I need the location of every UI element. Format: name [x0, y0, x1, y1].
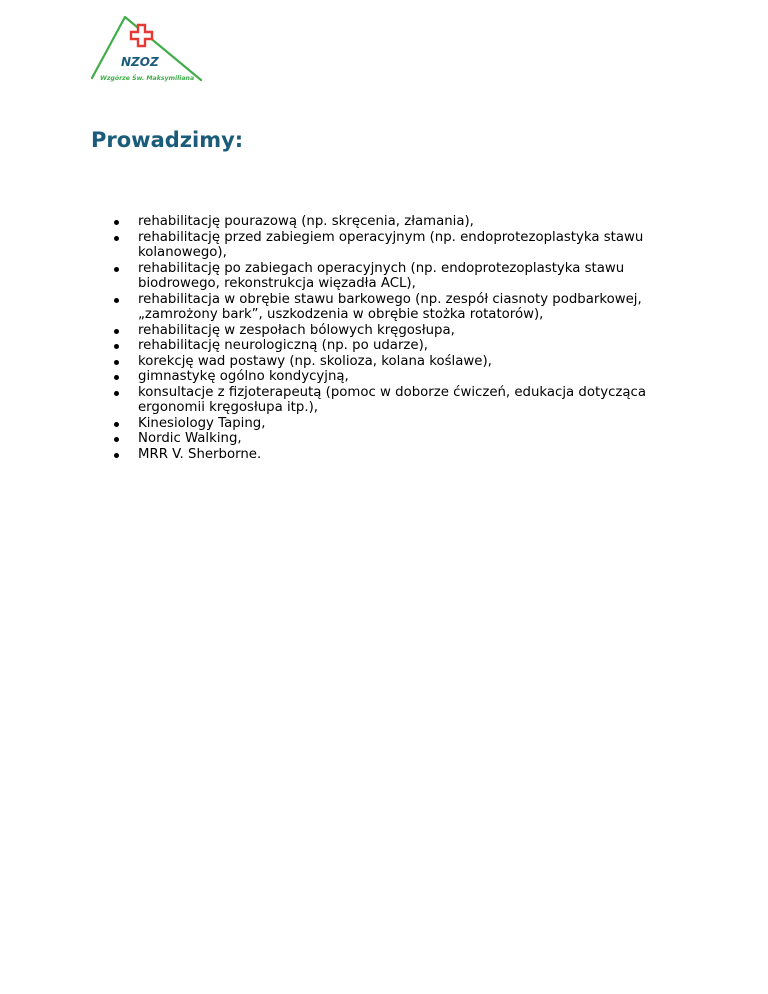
list-item — [112, 354, 672, 370]
bullet-icon — [114, 220, 119, 225]
bullet-icon — [114, 236, 119, 241]
list-item-text: korekcję wad postawy (np. skolioza, kolana koślawe), — [138, 353, 492, 369]
bullet-icon — [114, 375, 119, 380]
list-item-text: rehabilitację pourazową (np. skręcenia, złamania), — [138, 214, 474, 229]
bullet-icon — [114, 391, 119, 396]
list-item — [112, 447, 672, 463]
bullet-icon — [114, 437, 119, 442]
list-item — [112, 431, 672, 447]
list-item — [112, 338, 672, 354]
list-item — [112, 369, 672, 385]
list-item-text: rehabilitacja w obrębie stawu barkowego (np. zespół ciasnoty podbarkowej, „zamrożony bark”, uszkodzenia w obrębie stożka rotatorów), — [138, 291, 642, 322]
services-list — [112, 214, 672, 462]
bullet-icon — [114, 360, 119, 365]
logo — [88, 14, 208, 86]
list-item — [112, 214, 672, 230]
list-item-text: rehabilitację neurologiczną (np. po udarze), — [138, 338, 428, 353]
list-item-text: MRR V. Sherborne. — [138, 446, 262, 462]
list-item — [112, 292, 672, 323]
bullet-icon — [114, 298, 119, 303]
logo-subtitle: Wzgórze Św. Maksymiliana — [100, 75, 195, 82]
list-item-text: konsultacje z fizjoterapeutą (pomoc w doborze ćwiczeń, edukacja dotycząca ergonomii kręgosłupa itp.), — [138, 384, 646, 415]
list-item-text: Nordic Walking, — [138, 431, 242, 446]
logo-title: NZOZ — [121, 55, 159, 69]
bullet-icon — [114, 422, 119, 427]
medical-cross-icon — [131, 25, 152, 46]
list-item-text: rehabilitację przed zabiegiem operacyjnym (np. endoprotezoplastyka stawu kolanowego), — [138, 229, 644, 260]
bullet-icon — [114, 453, 119, 458]
page-heading: Prowadzimy: — [91, 128, 244, 152]
mountain-outline — [92, 17, 201, 80]
bullet-icon — [114, 344, 119, 349]
list-item — [112, 323, 672, 339]
list-item — [112, 230, 672, 261]
logo-graphic — [88, 14, 208, 86]
list-item — [112, 385, 672, 416]
bullet-icon — [114, 267, 119, 272]
bullet-icon — [114, 329, 119, 334]
list-item-text: rehabilitację po zabiegach operacyjnych (np. endoprotezoplastyka stawu biodrowego, rekonstrukcja więzadła ACL), — [138, 260, 625, 291]
list-item-text: gimnastykę ogólno kondycyjną, — [138, 369, 349, 384]
list-item — [112, 261, 672, 292]
list-item-text: Kinesiology Taping, — [138, 415, 266, 431]
list-item-text: rehabilitację w zespołach bólowych kręgosłupa, — [138, 322, 455, 338]
list-item — [112, 416, 672, 432]
